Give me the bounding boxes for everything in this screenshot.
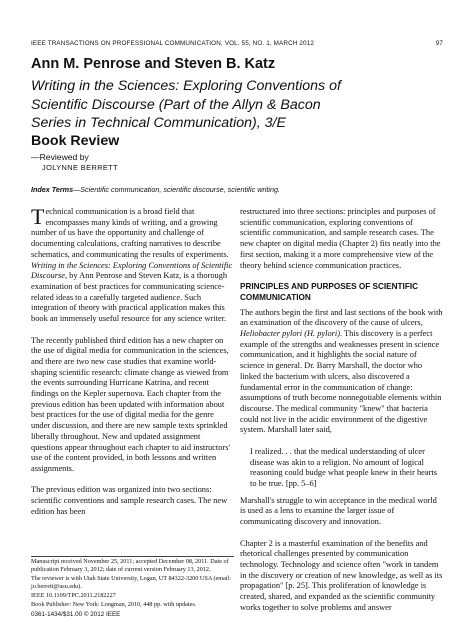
species-name: Heliobacter pylori (H. pylori) bbox=[240, 329, 341, 339]
paragraph: The authors begin the first and last sections of the book with an examination of the discovery of the cause of ulcers, Heliobacter pylori (H. pylori). This discovery is a perfect example of the strengths and weaknesses present in science communication, and it highlights the social nature of science in general. Dr. Barry Marshall, the doctor who linked the bacterium with ulcers, also discovered a fundamental error in the communication of change: assumptions of truth become nonnegotiable elements within discourse. The medical community "knew" that bacteria could not live in the acidic environment of the digestive system. Marshall later said, bbox=[240, 307, 443, 435]
reviewer-name: JOLYNNE BERRETT bbox=[42, 163, 119, 172]
footnote-divider bbox=[31, 556, 234, 557]
article-type: Book Review bbox=[31, 133, 120, 149]
paragraph: Technical communication is a broad field that encompasses many kinds of writing, and a growing number of us have the opportunity and challenge of documenting calculations, crafting narratives to describe schematics, and communicating the results of experiments. Writing in the Sciences: Exploring Conventions of Scientific Discourse, by Ann Penrose and Steven Katz, is a thorough examination of best practices for communicating science-related ideas to a carefully targeted audience. Such integration of theory with practical application makes this book an immensely useful resource for any science writer. bbox=[31, 204, 233, 324]
paragraph: The previous edition was organized into two sections: scientific conventions and sample research cases. The new edition has been bbox=[31, 485, 228, 516]
footnote-doi: IEEE 10.1109/TPC.2011.2182227 bbox=[31, 591, 116, 599]
right-column bbox=[240, 207, 443, 624]
index-terms-label: Index Terms bbox=[31, 185, 74, 194]
footnotes bbox=[31, 558, 234, 610]
copyright: 0361-1434/$31.00 © 2012 IEEE bbox=[31, 611, 121, 618]
footnote-publisher: Book Publisher: New York: Longman, 2010, 448 pp. with updates. bbox=[31, 600, 197, 608]
left-column bbox=[31, 204, 234, 528]
journal-name: IEEE TRANSACTIONS ON PROFESSIONAL COMMUNICATION, VOL. 55, NO. 1, MARCH 2012 bbox=[31, 40, 315, 47]
book-title: Writing in the Sciences: Exploring Conventions of Scientific Discourse (Part of the Allyn & Bacon Series in Technical Communication), 3/E bbox=[31, 78, 341, 132]
index-terms-text: —Scientific communication, scientific discourse, scientific writing. bbox=[73, 185, 280, 194]
footnote-manuscript: Manuscript received November 25, 2011; accepted December 08, 2011. Date of publication February 3, 2012; date of current version February 13, 2012. bbox=[31, 558, 229, 573]
paragraph: The recently published third edition has a new chapter on the use of digital media for communication in the sciences, and there are two new case studies that examine world-shaping scientific research: climate change as viewed from the events surrounding Hurricane Katrina, and recent findings on the Kepler supernova. Each chapter from the previous edition has been updated with information about best practices for the use of digital media for the genre under discussion, and there are new sample texts sprinkled liberally throughout. New and updated assignment questions appear throughout each chapter to aid instructors' use of the content provided, in both lessons and written assignments. bbox=[31, 335, 230, 473]
block-quote: I realized. . . that the medical understanding of ulcer disease was akin to a religion. No amount of logical reasoning could budge what people knew in their hearts to be true. [pp. 5–6] bbox=[250, 446, 437, 488]
paragraph: Chapter 2 is a masterful examination of the benefits and rhetorical challenges presented by communication technology. Technology and science often "work in tandem in the discovery or creation of new knowledge, as well as its propagation" [p. 25]. This proliferation of knowledge is created, shared, and expanded as the scientific community works together to solve problems and answer bbox=[240, 538, 443, 612]
reviewed-by: —Reviewed by bbox=[31, 152, 89, 162]
section-heading: PRINCIPLES AND PURPOSES OF SCIENTIFIC COMMUNICATION bbox=[240, 282, 419, 302]
index-terms bbox=[31, 185, 451, 194]
footnote-reviewer: The reviewer is with Utah State University, Logan, UT 84322-3200 USA (email: jo.berrett@usu.edu). bbox=[31, 574, 232, 590]
running-head bbox=[31, 40, 443, 47]
authors: Ann M. Penrose and Steven B. Katz bbox=[31, 56, 276, 72]
page-number: 97 bbox=[435, 40, 443, 47]
book-title-inline: Writing in the Sciences: Exploring Conventions of Scientific Discourse bbox=[31, 260, 233, 281]
paragraph: Marshall's struggle to win acceptance in the medical world is used as a lens to examine the larger issue of communicating discovery and innovation. bbox=[240, 495, 437, 527]
drop-cap: T bbox=[31, 204, 45, 229]
paragraph: restructured into three sections: principles and purposes of scientific communication, exploring conventions of scientific communication, and sample research cases. The new chapter on digital media (Chapter 2) fits neatly into the first section, making it a more comprehensive view of the theory behind science communication practices. bbox=[240, 207, 441, 270]
